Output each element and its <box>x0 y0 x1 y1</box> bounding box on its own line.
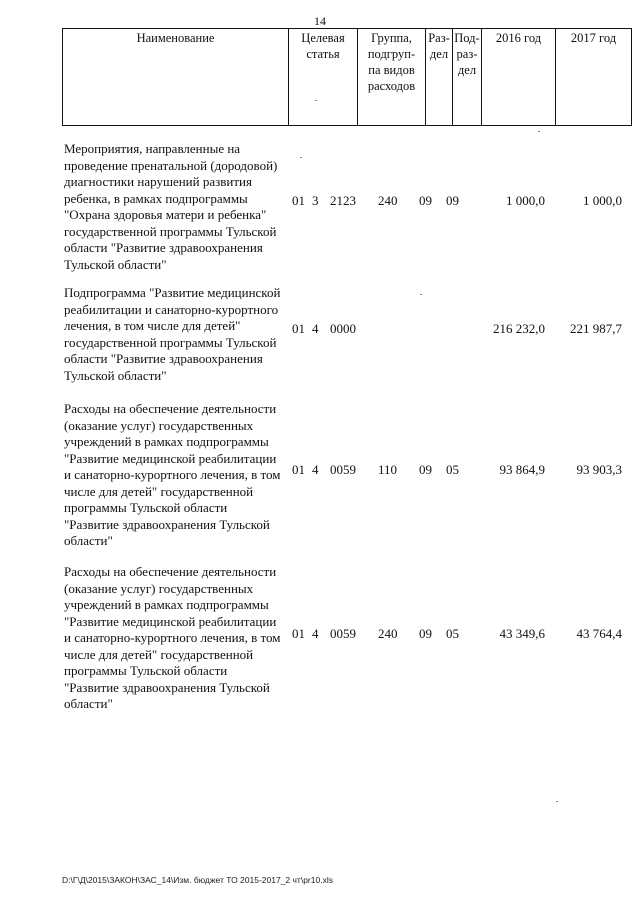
row-subsection: 05 <box>446 462 459 477</box>
file-path-footer: D:\Г\Д\2015\ЗАКОН\ЗАС_14\Изм. бюджет ТО 2015-2017_2 чт\pr10.xls <box>62 875 333 885</box>
row-subsection: 05 <box>446 626 459 641</box>
header-target-article: Целевая статья <box>288 29 357 125</box>
row-cs-b: 4 <box>312 626 319 641</box>
row-cs-b: 3 <box>312 193 319 208</box>
header-group: Группа, подгруп- па видов расходов <box>357 29 425 125</box>
row-section: 09 <box>419 462 432 477</box>
row-cs-c: 0059 <box>330 626 356 641</box>
scan-speck <box>315 100 317 101</box>
row-cs-a: 01 <box>292 193 305 208</box>
scan-speck <box>556 801 558 802</box>
row-section: 09 <box>419 193 432 208</box>
row-value-2016: 43 349,6 <box>499 626 545 641</box>
scan-speck <box>300 157 302 158</box>
header-subsection: Под- раз- дел <box>452 29 481 125</box>
row-name: Расходы на обеспечение деятельности (оказание услуг) государственных учреждений в рамках подпрограммы "Развитие медицинской реабилитации и санаторно-курортного лечения, в том числе для детей" государственной программы Тульской области "Развитие здравоохранения Тульской области" <box>64 564 281 711</box>
row-section: 09 <box>419 626 432 641</box>
row-cs-a: 01 <box>292 626 305 641</box>
row-cs-b: 4 <box>312 462 319 477</box>
row-value-2017: 1 000,0 <box>583 193 622 208</box>
row-value-2016: 216 232,0 <box>493 321 545 336</box>
row-group: 240 <box>378 626 398 641</box>
row-group: 110 <box>378 462 398 477</box>
row-value-2017: 221 987,7 <box>570 321 622 336</box>
row-cs-a: 01 <box>292 462 305 477</box>
scan-speck <box>420 294 422 295</box>
row-value-2017: 93 903,3 <box>576 462 622 477</box>
table-header <box>62 28 632 126</box>
row-value-2016: 93 864,9 <box>499 462 545 477</box>
row-value-2017: 43 764,4 <box>576 626 622 641</box>
row-cs-a: 01 <box>292 321 305 336</box>
header-name: Наименование <box>136 31 215 45</box>
header-section: Раз- дел <box>425 29 452 125</box>
page-number: 14 <box>314 14 326 28</box>
row-value-2016: 1 000,0 <box>506 193 545 208</box>
row-cs-b: 4 <box>312 321 319 336</box>
row-cs-c: 0000 <box>330 321 356 336</box>
header-year-2016: 2016 год <box>481 29 555 125</box>
scan-speck <box>538 131 540 132</box>
row-name: Подпрограмма "Развитие медицинской реабилитации и санаторно-курортного лечения, в том числе для детей" государственной программы Тульской области "Развитие здравоохранения Тульской области" <box>64 285 281 383</box>
row-group: 240 <box>378 193 398 208</box>
row-subsection: 09 <box>446 193 459 208</box>
row-name: Расходы на обеспечение деятельности (оказание услуг) государственных учреждений в рамках подпрограммы "Развитие медицинской реабилитации и санаторно-курортного лечения, в том числе для детей" государственной программы Тульской области "Развитие здравоохранения Тульской области" <box>64 401 281 548</box>
row-cs-c: 0059 <box>330 462 356 477</box>
header-year-2017: 2017 год <box>555 29 631 125</box>
row-name: Мероприятия, направленные на проведение пренатальной (дородовой) диагностики нарушений развития ребенка, в рамках подпрограммы "Охрана здоровья матери и ребенка" государственной программы Тульской области "Развитие здравоохранения Тульской области" <box>64 141 278 272</box>
row-cs-c: 2123 <box>330 193 356 208</box>
